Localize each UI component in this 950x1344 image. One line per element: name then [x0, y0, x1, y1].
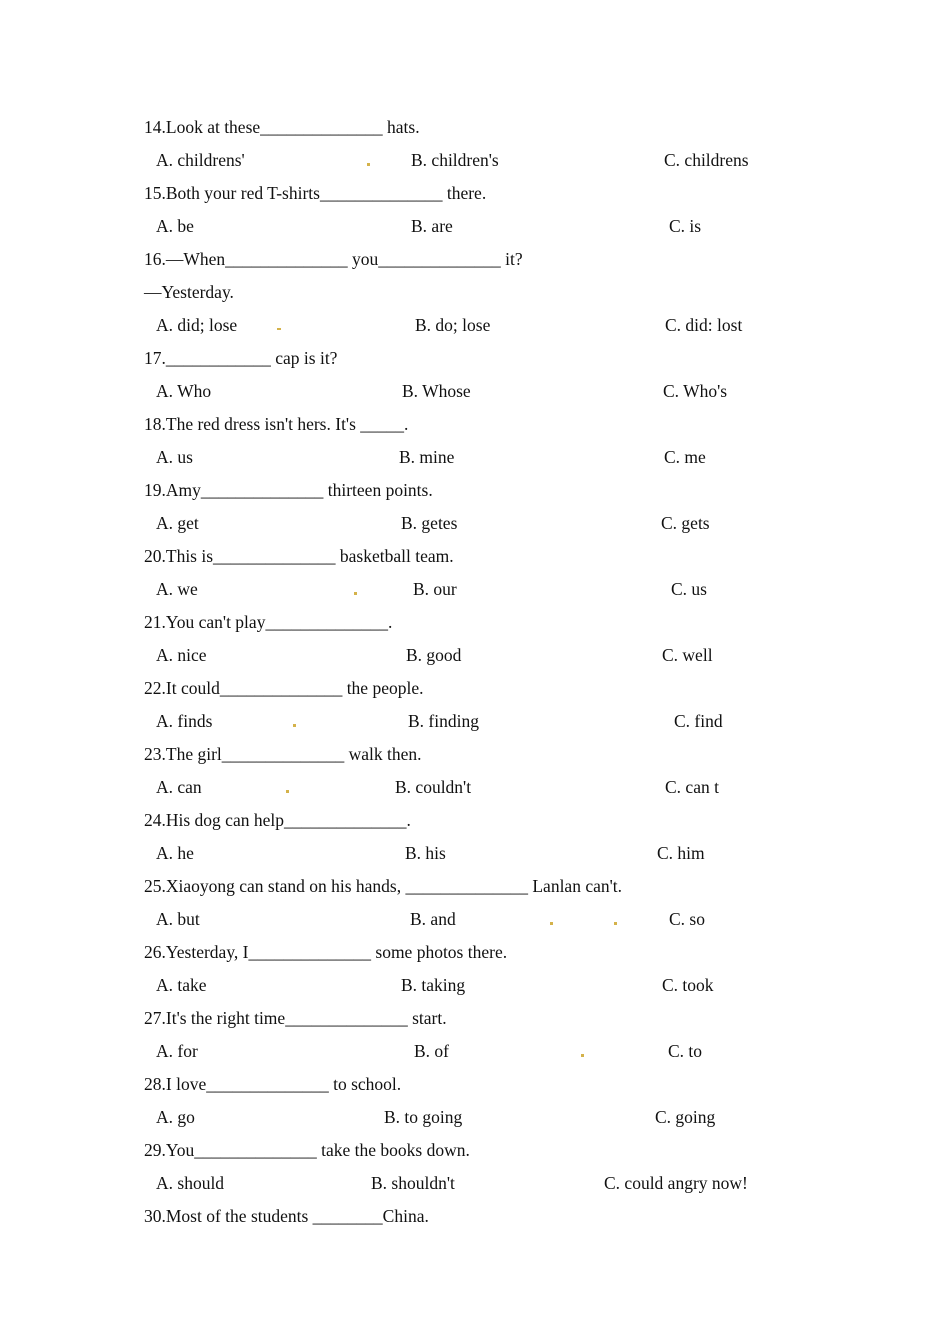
question-23: 23.The girl______________ walk then. — [144, 744, 422, 764]
question-17: 17.____________ cap is it? — [144, 348, 338, 368]
question-28: 28.I love______________ to school. — [144, 1074, 402, 1094]
q24-option-c[interactable]: C. him — [657, 843, 705, 863]
q21-option-c[interactable]: C. well — [662, 645, 713, 665]
q26-option-a[interactable]: A. take — [156, 975, 207, 995]
q24-option-a[interactable]: A. he — [156, 843, 194, 863]
question-16: 16.—When______________ you______________ it? — [144, 249, 523, 269]
q22-option-b[interactable]: B. finding — [408, 711, 479, 731]
question-14: 14.Look at these______________ hats. — [144, 117, 420, 137]
q21-option-a[interactable]: A. nice — [156, 645, 207, 665]
q25-option-a[interactable]: A. but — [156, 909, 200, 929]
q19-option-c[interactable]: C. gets — [661, 513, 710, 533]
q25-option-c[interactable]: C. so — [669, 909, 705, 929]
stray-mark — [367, 163, 370, 166]
q27-option-b[interactable]: B. of — [414, 1041, 449, 1061]
q29-option-c[interactable]: C. could angry now! — [604, 1173, 748, 1193]
q25-option-b[interactable]: B. and — [410, 909, 456, 929]
q22-option-c[interactable]: C. find — [674, 711, 723, 731]
stray-mark — [293, 724, 296, 727]
q16-option-c[interactable]: C. did: lost — [665, 315, 743, 335]
q23-option-a[interactable]: A. can — [156, 777, 202, 797]
q26-option-b[interactable]: B. taking — [401, 975, 466, 995]
q20-option-c[interactable]: C. us — [671, 579, 707, 599]
q18-option-a[interactable]: A. us — [156, 447, 193, 467]
question-21: 21.You can't play______________. — [144, 612, 393, 632]
question-15: 15.Both your red T-shirts______________ there. — [144, 183, 487, 203]
stray-mark — [277, 328, 281, 330]
q14-option-b[interactable]: B. children's — [411, 150, 499, 170]
question-26: 26.Yesterday, I______________ some photos there. — [144, 942, 508, 962]
q28-option-c[interactable]: C. going — [655, 1107, 716, 1127]
question-16-answer: —Yesterday. — [144, 282, 234, 302]
question-30: 30.Most of the students ________China. — [144, 1206, 429, 1226]
stray-mark — [354, 592, 357, 595]
q15-option-c[interactable]: C. is — [669, 216, 702, 236]
q15-option-a[interactable]: A. be — [156, 216, 194, 236]
q14-option-c[interactable]: C. childrens — [664, 150, 749, 170]
q23-option-b[interactable]: B. couldn't — [395, 777, 472, 797]
stray-mark — [581, 1054, 584, 1057]
question-27: 27.It's the right time______________ start. — [144, 1008, 447, 1028]
question-20: 20.This is______________ basketball team. — [144, 546, 454, 566]
q29-option-b[interactable]: B. shouldn't — [371, 1173, 455, 1193]
q24-option-b[interactable]: B. his — [405, 843, 446, 863]
q20-option-a[interactable]: A. we — [156, 579, 198, 599]
q14-option-a[interactable]: A. childrens' — [156, 150, 245, 170]
q28-option-a[interactable]: A. go — [156, 1107, 195, 1127]
q18-option-c[interactable]: C. me — [664, 447, 706, 467]
q19-option-b[interactable]: B. getes — [401, 513, 458, 533]
q22-option-a[interactable]: A. finds — [156, 711, 213, 731]
q17-option-b[interactable]: B. Whose — [402, 381, 471, 401]
q26-option-c[interactable]: C. took — [662, 975, 714, 995]
q17-option-a[interactable]: A. Who — [156, 381, 212, 401]
q27-option-c[interactable]: C. to — [668, 1041, 703, 1061]
stray-mark — [286, 790, 289, 793]
q17-option-c[interactable]: C. Who's — [663, 381, 728, 401]
q19-option-a[interactable]: A. get — [156, 513, 199, 533]
q29-option-a[interactable]: A. should — [156, 1173, 225, 1193]
q20-option-b[interactable]: B. our — [413, 579, 457, 599]
question-29: 29.You______________ take the books down. — [144, 1140, 470, 1160]
question-18: 18.The red dress isn't hers. It's _____. — [144, 414, 409, 434]
stray-mark — [550, 922, 553, 925]
question-25: 25.Xiaoyong can stand on his hands, ______________ Lanlan can't. — [144, 876, 623, 896]
q18-option-b[interactable]: B. mine — [399, 447, 455, 467]
q15-option-b[interactable]: B. are — [411, 216, 453, 236]
q21-option-b[interactable]: B. good — [406, 645, 462, 665]
question-22: 22.It could______________ the people. — [144, 678, 424, 698]
q28-option-b[interactable]: B. to going — [384, 1107, 463, 1127]
q23-option-c[interactable]: C. can t — [665, 777, 719, 797]
q27-option-a[interactable]: A. for — [156, 1041, 198, 1061]
question-19: 19.Amy______________ thirteen points. — [144, 480, 433, 500]
stray-mark — [614, 922, 617, 925]
question-24: 24.His dog can help______________. — [144, 810, 411, 830]
q16-option-b[interactable]: B. do; lose — [415, 315, 491, 335]
q16-option-a[interactable]: A. did; lose — [156, 315, 238, 335]
